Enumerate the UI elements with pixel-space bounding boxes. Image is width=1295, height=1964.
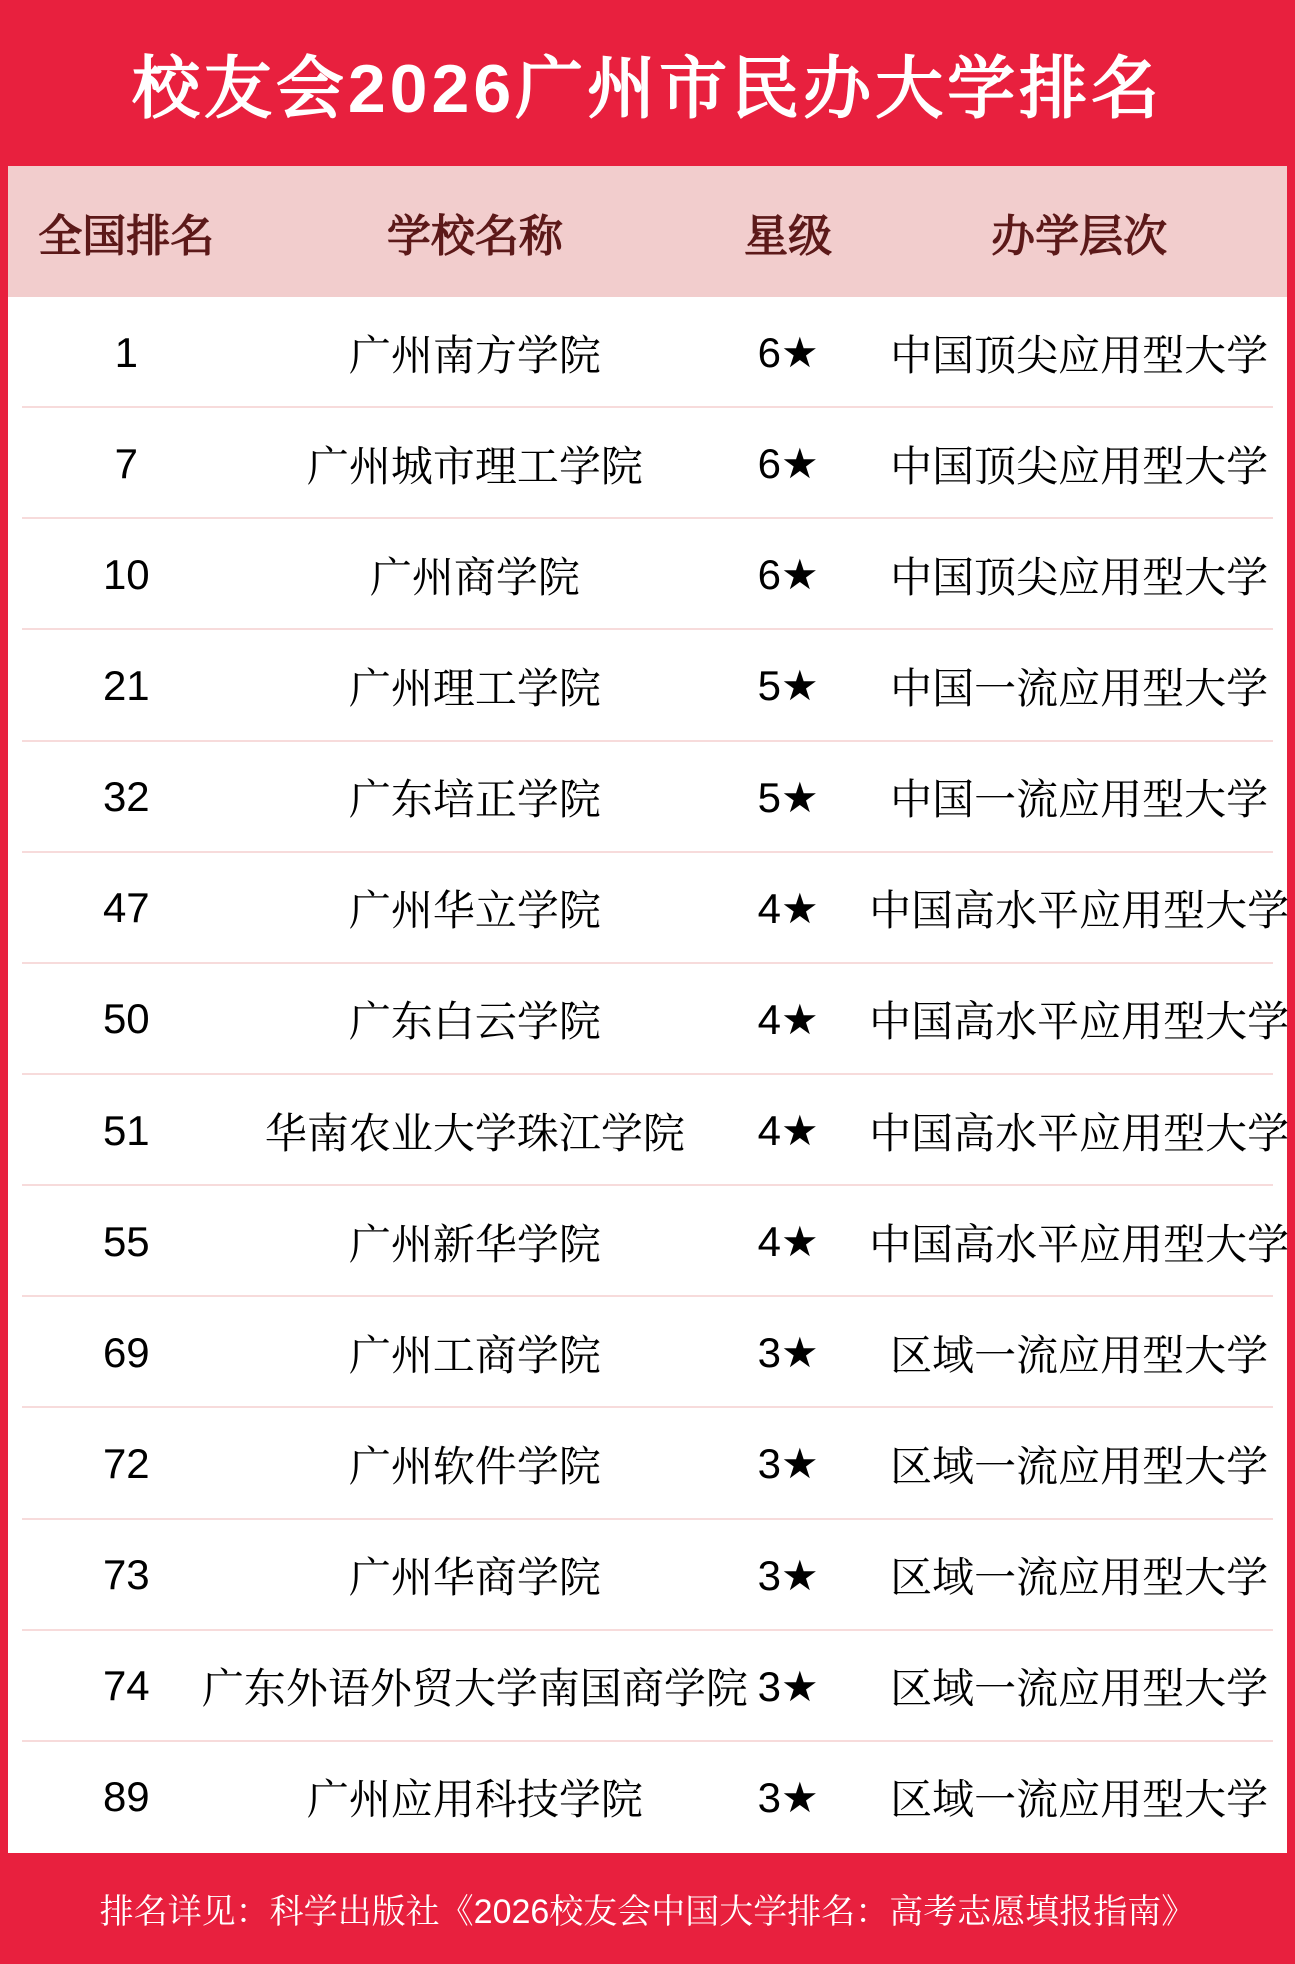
table-row [8,1742,1287,1853]
school-cell: 广州商学院 [369,553,580,601]
table-row [8,408,1287,519]
star-cell: 3★ [757,1662,819,1710]
column-header-star-rating: 星级 [744,211,833,261]
school-cell: 广州南方学院 [348,331,601,379]
table-row [8,964,1290,1075]
school-cell: 广东白云学院 [348,998,601,1046]
page-title: 校友会2026广州市民办大学排名 [131,50,1164,127]
rank-cell: 74 [102,1662,150,1710]
level-cell: 中国高水平应用型大学 [869,1109,1290,1157]
table-row [8,742,1287,853]
star-cell: 3★ [757,1773,819,1821]
rank-cell: 32 [102,773,150,821]
rank-cell: 21 [102,661,150,709]
level-cell: 中国高水平应用型大学 [869,887,1290,935]
school-cell: 广东外语外贸大学南国商学院 [201,1665,748,1713]
star-cell: 6★ [757,440,819,488]
school-cell: 广州工商学院 [348,1331,601,1379]
star-cell: 5★ [757,773,819,821]
table-row [8,297,1287,408]
level-cell: 区域一流应用型大学 [890,1331,1269,1379]
table-row [8,1631,1287,1742]
table-row [8,1297,1287,1408]
rank-cell: 50 [102,995,150,1043]
star-cell: 4★ [757,884,819,932]
star-cell: 3★ [757,1329,819,1377]
level-cell: 区域一流应用型大学 [890,1776,1269,1824]
school-cell: 华南农业大学珠江学院 [264,1109,685,1157]
table-row [8,1520,1287,1631]
level-cell: 中国顶尖应用型大学 [890,442,1269,490]
star-cell: 6★ [757,551,819,599]
school-cell: 广州新华学院 [348,1220,601,1268]
level-cell: 中国顶尖应用型大学 [890,331,1269,379]
school-cell: 广州理工学院 [348,664,601,712]
rank-cell: 7 [114,439,138,487]
rank-cell: 89 [102,1773,150,1821]
column-header-national-rank: 全国排名 [38,211,215,261]
rank-cell: 51 [102,1106,150,1154]
table-row [8,519,1287,630]
level-cell: 中国顶尖应用型大学 [890,553,1269,601]
star-cell: 3★ [757,1551,819,1599]
school-cell: 广州华立学院 [348,887,601,935]
table-row [8,1408,1287,1519]
rank-cell: 69 [102,1328,150,1376]
footer-bar [0,1853,1295,1964]
ranking-table [8,166,1290,1853]
level-cell: 区域一流应用型大学 [890,1554,1269,1602]
table-body [8,297,1290,1853]
footer-note: 排名详见：科学出版社《2026校友会中国大学排名：高考志愿填报指南》 [99,1893,1196,1931]
star-cell: 4★ [757,1218,819,1266]
title-bar [0,0,1295,166]
rank-cell: 47 [102,884,150,932]
rank-cell: 72 [102,1439,150,1487]
school-cell: 广州软件学院 [348,1442,601,1490]
level-cell: 区域一流应用型大学 [890,1442,1269,1490]
level-cell: 中国一流应用型大学 [890,664,1269,712]
school-cell: 广东培正学院 [348,776,601,824]
school-cell: 广州华商学院 [348,1554,601,1602]
level-cell: 中国高水平应用型大学 [869,998,1290,1046]
column-header-school-level: 办学层次 [991,211,1168,261]
level-cell: 中国高水平应用型大学 [869,1220,1290,1268]
school-cell: 广州城市理工学院 [306,442,643,490]
star-cell: 4★ [757,1107,819,1155]
rank-cell: 73 [102,1551,150,1599]
table-row [8,630,1287,741]
table-row [8,1186,1290,1297]
star-cell: 5★ [757,662,819,710]
table-row [8,1075,1290,1186]
star-cell: 4★ [757,995,819,1043]
rank-cell: 1 [114,328,138,376]
school-cell: 广州应用科技学院 [306,1776,643,1824]
level-cell: 中国一流应用型大学 [890,776,1269,824]
table-row [8,853,1290,964]
star-cell: 6★ [757,329,819,377]
rank-cell: 55 [102,1217,150,1265]
table-header-row [8,166,1287,297]
rank-cell: 10 [102,550,150,598]
column-header-school-name: 学校名称 [386,211,563,261]
star-cell: 3★ [757,1440,819,1488]
level-cell: 区域一流应用型大学 [890,1665,1269,1713]
